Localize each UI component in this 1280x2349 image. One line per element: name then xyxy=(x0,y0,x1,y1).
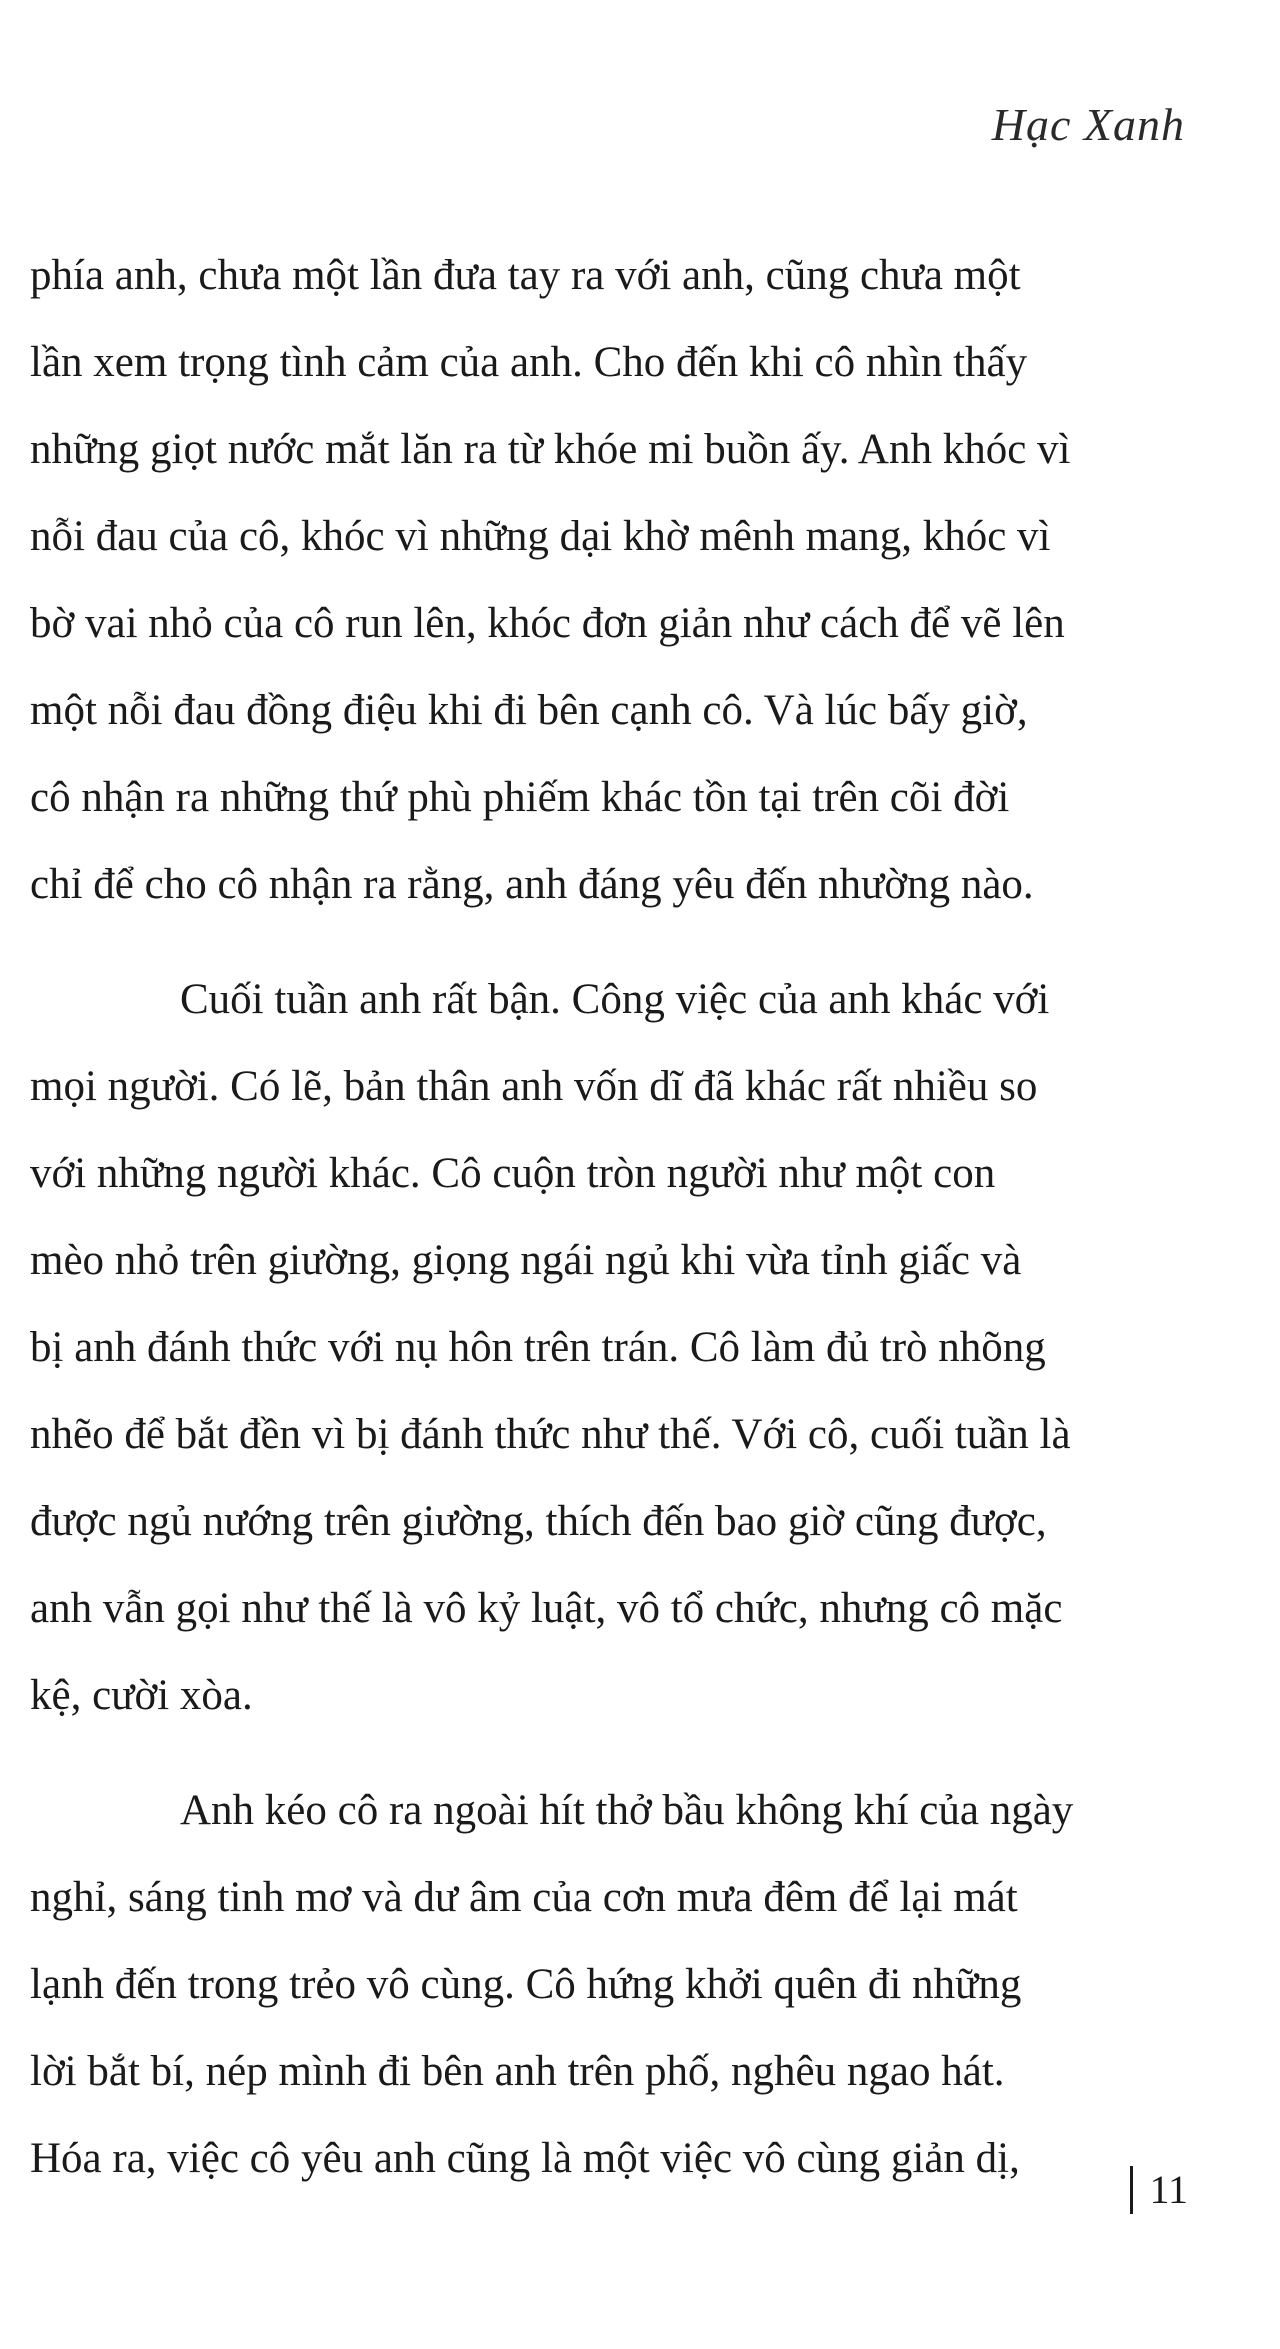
paragraph-3 xyxy=(30,1767,1188,2202)
page-number-value: 11 xyxy=(1149,2167,1188,2212)
running-header: Hạc Xanh xyxy=(991,99,1185,150)
paragraph-gap xyxy=(30,928,1188,956)
paragraph-gap xyxy=(30,1739,1188,1767)
text-line: cô nhận ra những thứ phù phiếm khác tồn tại trên cõi đời xyxy=(30,774,1010,821)
text-line: nỗi đau của cô, khóc vì những dại khờ mênh mang, khóc vì xyxy=(30,513,1051,560)
text-line: một nỗi đau đồng điệu khi đi bên cạnh cô. Và lúc bấy giờ, xyxy=(30,687,1028,734)
body-text xyxy=(30,232,1188,2202)
text-line: lạnh đến trong trẻo vô cùng. Cô hứng khởi quên đi những xyxy=(30,1961,1022,2008)
text-line: lời bắt bí, nép mình đi bên anh trên phố, nghêu ngao hát. xyxy=(30,2048,1005,2095)
paragraph-1 xyxy=(30,232,1188,928)
text-line: Anh kéo cô ra ngoài hít thở bầu không khí của ngày xyxy=(180,1787,1074,1834)
paragraph-2 xyxy=(30,956,1188,1739)
text-line: anh vẫn gọi như thế là vô kỷ luật, vô tổ chức, nhưng cô mặc xyxy=(30,1585,1063,1632)
text-line: chỉ để cho cô nhận ra rằng, anh đáng yêu đến nhường nào. xyxy=(30,861,1034,908)
page-number-divider xyxy=(1130,2166,1133,2214)
text-line: kệ, cười xòa. xyxy=(30,1672,253,1719)
text-line: mọi người. Có lẽ, bản thân anh vốn dĩ đã khác rất nhiều so xyxy=(30,1063,1038,1110)
text-line: nhẽo để bắt đền vì bị đánh thức như thế. Với cô, cuối tuần là xyxy=(30,1411,1071,1458)
text-line: Hóa ra, việc cô yêu anh cũng là một việc vô cùng giản dị, xyxy=(30,2135,1020,2182)
text-line: được ngủ nướng trên giường, thích đến bao giờ cũng được, xyxy=(30,1498,1047,1545)
text-line: những giọt nước mắt lăn ra từ khóe mi buồn ấy. Anh khóc vì xyxy=(30,426,1071,473)
text-line: với những người khác. Cô cuộn tròn người như một con xyxy=(30,1150,996,1197)
text-line: lần xem trọng tình cảm của anh. Cho đến khi cô nhìn thấy xyxy=(30,339,1028,386)
text-line: bờ vai nhỏ của cô run lên, khóc đơn giản như cách để vẽ lên xyxy=(30,600,1065,647)
text-line: phía anh, chưa một lần đưa tay ra với anh, cũng chưa một xyxy=(30,252,1021,299)
text-line: bị anh đánh thức với nụ hôn trên trán. Cô làm đủ trò nhõng xyxy=(30,1324,1046,1371)
text-line: Cuối tuần anh rất bận. Công việc của anh khác với xyxy=(180,976,1050,1023)
page-number xyxy=(1130,2160,1188,2220)
text-line: nghỉ, sáng tinh mơ và dư âm của cơn mưa đêm để lại mát xyxy=(30,1874,1018,1921)
text-line: mèo nhỏ trên giường, giọng ngái ngủ khi vừa tỉnh giấc và xyxy=(30,1237,1022,1284)
